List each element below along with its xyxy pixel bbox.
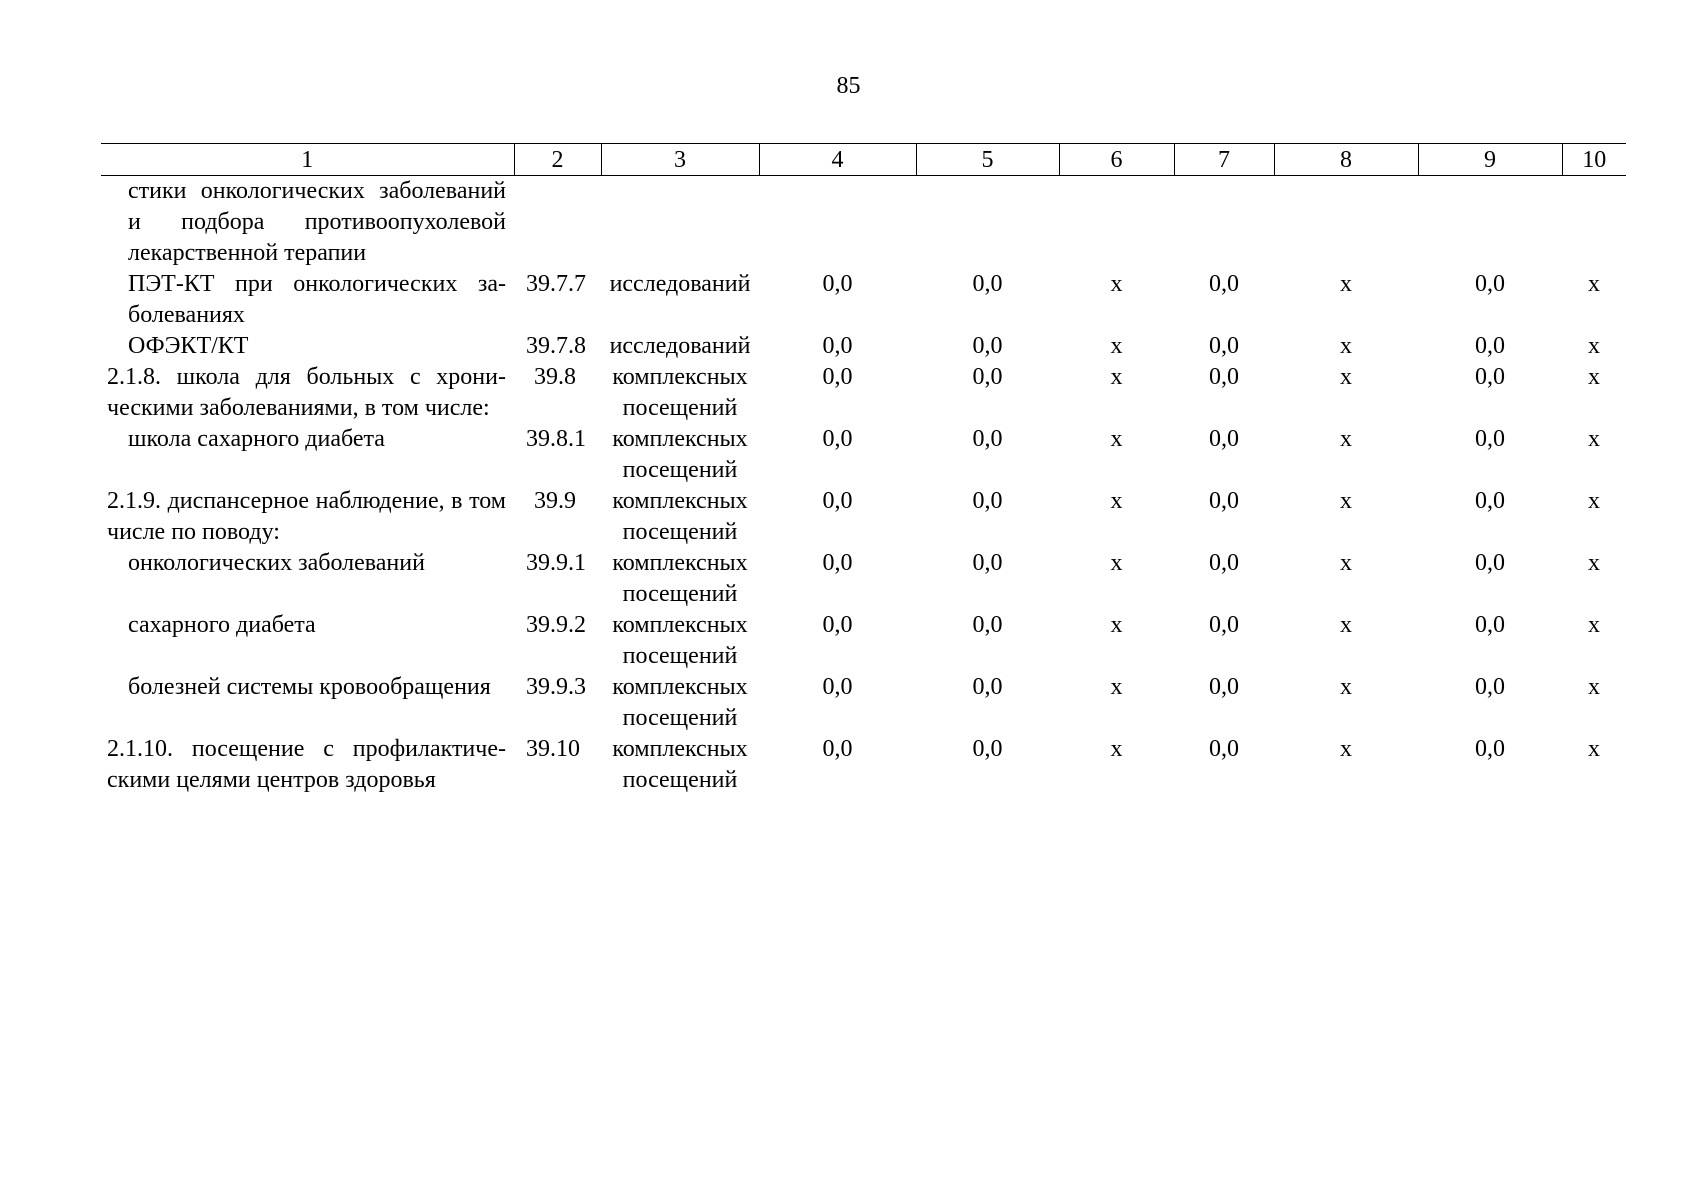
row-unit: комплексных посещений — [612, 488, 748, 545]
row-value-col-8: x — [1340, 736, 1352, 762]
row-value-col-8: x — [1340, 550, 1352, 576]
column-header-9: 9 — [1418, 144, 1562, 176]
row-value-col-7: 0,0 — [1209, 426, 1239, 452]
row-code: 39.10 — [526, 736, 580, 762]
row-value-col-4: 0,0 — [822, 426, 853, 452]
row-code: 39.8 — [534, 364, 576, 390]
row-value-col-4: 0,0 — [822, 364, 853, 390]
row-value-col-5: 0,0 — [972, 426, 1003, 452]
header-row — [101, 144, 1626, 176]
row-code: 39.7.7 — [526, 271, 586, 297]
table-row — [101, 269, 1626, 331]
row-value-col-6: x — [1110, 736, 1123, 762]
table-row — [101, 486, 1626, 548]
row-value-col-5: 0,0 — [972, 674, 1003, 700]
row-value-col-5: 0,0 — [972, 333, 1003, 359]
row-unit: комплексных посещений — [612, 426, 748, 483]
row-value-col-9: 0,0 — [1475, 426, 1505, 452]
row-value-col-4: 0,0 — [822, 736, 853, 762]
column-header-3: 3 — [601, 144, 759, 176]
row-value-col-4: 0,0 — [822, 674, 853, 700]
row-value-col-6: x — [1110, 426, 1123, 452]
row-value-col-4: 0,0 — [822, 612, 853, 638]
row-value-col-7 — [1174, 176, 1274, 270]
row-code: 39.9.2 — [526, 612, 586, 638]
row-value-col-10: x — [1588, 364, 1600, 390]
row-value-col-9: 0,0 — [1475, 612, 1505, 638]
page-number: 85 — [836, 73, 861, 99]
row-value-col-5: 0,0 — [972, 364, 1003, 390]
row-value-col-10: x — [1588, 271, 1600, 297]
row-value-col-10: x — [1588, 612, 1600, 638]
table-body — [101, 176, 1626, 797]
row-unit: исследований — [609, 333, 751, 359]
table-row — [101, 362, 1626, 424]
row-name: 2.1.8. школа для больных с хроническими заболеваниями, в том числе: — [107, 364, 506, 421]
row-value-col-5: 0,0 — [972, 736, 1003, 762]
row-name: 2.1.10. посещение с профилактическими целями центров здоровья — [107, 736, 506, 793]
row-value-col-10: x — [1588, 736, 1600, 762]
row-unit: комплексных посещений — [612, 612, 748, 669]
row-value-col-6: x — [1110, 550, 1123, 576]
row-value-col-5: 0,0 — [972, 550, 1003, 576]
row-unit: исследований — [609, 271, 751, 297]
row-name: болезней системы кровообращения — [128, 674, 491, 700]
row-value-col-7: 0,0 — [1209, 550, 1239, 576]
row-unit: комплексных посещений — [612, 364, 748, 421]
row-value-col-8: x — [1340, 271, 1352, 297]
row-value-col-4: 0,0 — [822, 271, 853, 297]
row-value-col-6: x — [1110, 674, 1123, 700]
row-value-col-5: 0,0 — [972, 488, 1003, 514]
row-name: стики онкологических заболеваний и подбора противоопухолевой лекарственной терапии — [128, 178, 506, 266]
row-code: 39.9.1 — [526, 550, 586, 576]
row-value-col-5: 0,0 — [972, 612, 1003, 638]
table-row — [101, 734, 1626, 796]
column-header-2: 2 — [514, 144, 601, 176]
row-code — [514, 176, 601, 270]
row-value-col-8: x — [1340, 364, 1352, 390]
column-header-1: 1 — [101, 144, 514, 176]
row-value-col-4 — [759, 176, 916, 270]
row-value-col-6: x — [1110, 488, 1123, 514]
table-row — [101, 610, 1626, 672]
row-value-col-4: 0,0 — [822, 333, 853, 359]
row-value-col-10 — [1562, 176, 1626, 270]
row-value-col-7: 0,0 — [1209, 612, 1239, 638]
column-header-8: 8 — [1274, 144, 1418, 176]
row-value-col-8: x — [1340, 674, 1352, 700]
table-row — [101, 424, 1626, 486]
table-row — [101, 176, 1626, 270]
row-value-col-6 — [1059, 176, 1174, 270]
row-name: 2.1.9. диспансерное наблюдение, в том числе по поводу: — [107, 488, 506, 545]
data-table — [101, 143, 1626, 796]
row-value-col-10: x — [1588, 333, 1600, 359]
row-value-col-9: 0,0 — [1475, 333, 1505, 359]
row-name: онкологических заболеваний — [128, 550, 425, 576]
row-value-col-9: 0,0 — [1475, 271, 1505, 297]
row-value-col-9 — [1418, 176, 1562, 270]
row-value-col-7: 0,0 — [1209, 488, 1239, 514]
row-value-col-10: x — [1588, 674, 1600, 700]
table-row — [101, 672, 1626, 734]
row-unit: комплексных посещений — [612, 736, 748, 793]
row-value-col-9: 0,0 — [1475, 364, 1505, 390]
row-value-col-8: x — [1340, 612, 1352, 638]
row-value-col-5: 0,0 — [972, 271, 1003, 297]
row-value-col-7: 0,0 — [1209, 271, 1239, 297]
row-value-col-10: x — [1588, 488, 1600, 514]
row-value-col-6: x — [1110, 364, 1123, 390]
row-value-col-4: 0,0 — [822, 488, 853, 514]
row-value-col-9: 0,0 — [1475, 550, 1505, 576]
column-header-7: 7 — [1174, 144, 1274, 176]
column-header-5: 5 — [916, 144, 1059, 176]
row-value-col-6: x — [1110, 612, 1123, 638]
row-value-col-10: x — [1588, 426, 1600, 452]
row-value-col-9: 0,0 — [1475, 674, 1505, 700]
row-name: сахарного диабета — [128, 612, 316, 638]
row-value-col-7: 0,0 — [1209, 736, 1239, 762]
row-unit: комплексных посещений — [612, 674, 748, 731]
row-value-col-9: 0,0 — [1475, 736, 1505, 762]
row-value-col-9: 0,0 — [1475, 488, 1505, 514]
row-value-col-7: 0,0 — [1209, 364, 1239, 390]
row-name: ОФЭКТ/КТ — [128, 333, 249, 359]
column-header-4: 4 — [759, 144, 916, 176]
row-unit: комплексных посещений — [612, 550, 748, 607]
table-row — [101, 548, 1626, 610]
row-code: 39.9.3 — [526, 674, 586, 700]
row-code: 39.8.1 — [526, 426, 586, 452]
row-name: школа сахарного диабета — [128, 426, 385, 452]
row-value-col-7: 0,0 — [1209, 333, 1239, 359]
row-value-col-8: x — [1340, 333, 1352, 359]
row-code: 39.7.8 — [526, 333, 586, 359]
row-code: 39.9 — [534, 488, 576, 514]
row-value-col-4: 0,0 — [822, 550, 853, 576]
row-value-col-10: x — [1588, 550, 1600, 576]
row-value-col-5 — [916, 176, 1059, 270]
row-value-col-7: 0,0 — [1209, 674, 1239, 700]
row-value-col-8: x — [1340, 488, 1352, 514]
row-value-col-8: x — [1340, 426, 1352, 452]
row-value-col-8 — [1274, 176, 1418, 270]
row-value-col-6: x — [1110, 271, 1123, 297]
column-header-10: 10 — [1562, 144, 1626, 176]
column-header-6: 6 — [1059, 144, 1174, 176]
row-value-col-6: x — [1110, 333, 1123, 359]
table-row — [101, 331, 1626, 362]
row-name: ПЭТ-КТ при онкологических заболеваниях — [128, 271, 506, 328]
row-unit — [601, 176, 759, 270]
